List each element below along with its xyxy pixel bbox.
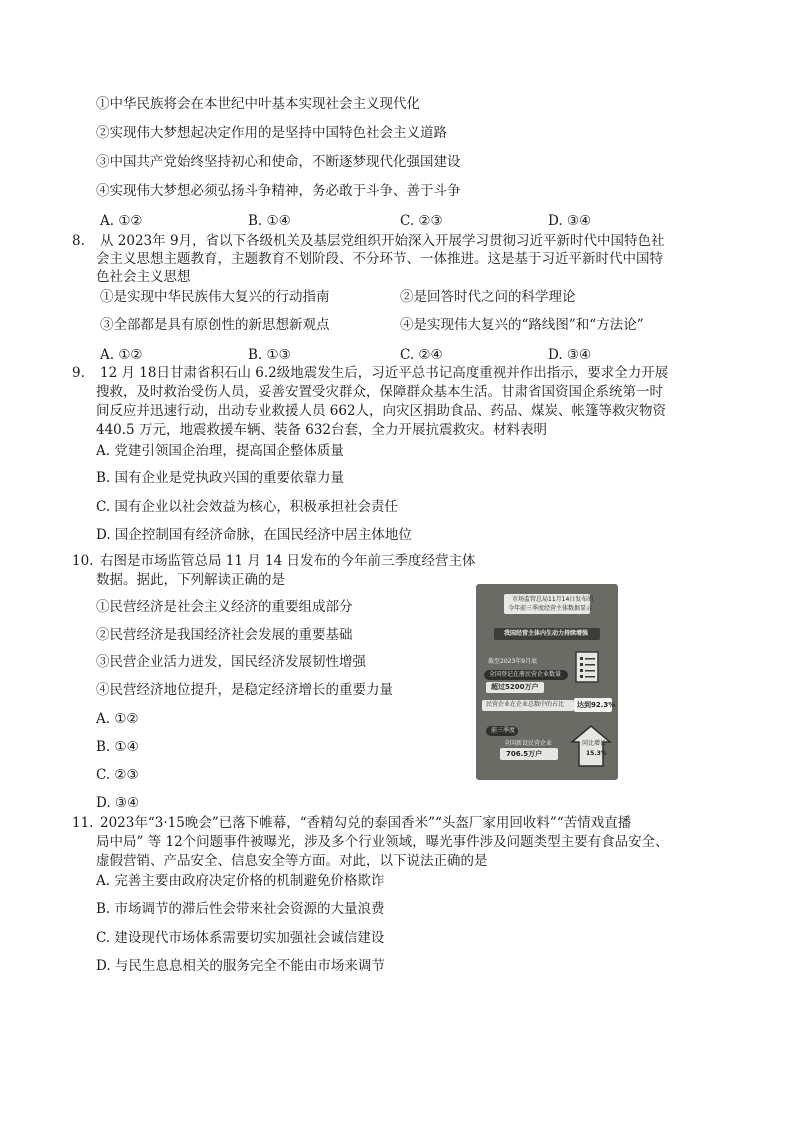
- q8-stem-line-3: 色社会主义思想: [96, 269, 191, 285]
- share-value-box: [574, 698, 616, 712]
- q9-stem-line-2: 搜救，及时救治受伤人员，妥善安置受灾群众，保障群众基本生活。甘肃省国资国企系统第一时: [96, 384, 663, 400]
- q10-option-1: ①民营经济是社会主义经济的重要组成部分: [96, 599, 353, 615]
- q7-option-4: ④实现伟大梦想必须弘扬斗争精神，务必敢于斗争、善于斗争: [96, 183, 461, 199]
- q9-stem-line-3: 间反应并迅速行动，出动专业救援人员 662人，向灾区捐助食品、药品、煤炭、帐篷等救灾物资: [96, 403, 667, 419]
- infographic-banner: [494, 628, 600, 640]
- new-enterprises-label: 全国新设民营企业: [504, 740, 553, 747]
- q11-choice-c: C. 建设现代市场体系需要切实加强社会诚信建设: [96, 930, 385, 946]
- q3-label-pill: [486, 726, 518, 736]
- q10-number: 10.: [72, 553, 94, 569]
- infographic-title-box: [504, 594, 594, 614]
- q7-choice-b: B. ①④: [248, 213, 291, 229]
- infographic-banner-text: 我国经营主体内生动力持续增强: [504, 630, 589, 637]
- q9-number: 9.: [72, 365, 85, 381]
- q8-stem-line-1: 从 2023年 9月，省以下各级机关及基层党组织开始深入开展学习贯彻习近平新时代中国特色社: [100, 233, 665, 249]
- q11-stem-line-2: 局中局” 等 12个问题事件被曝光，涉及多个行业领域，曝光事件涉及问题类型主要有食品安全、: [96, 834, 669, 850]
- q11-choice-d: D. 与民生息息相关的服务完全不能由市场来调节: [96, 958, 385, 974]
- q9-choice-a: A. 党建引领国企治理，提高国企整体质量: [96, 443, 344, 459]
- q10-choice-c: C. ②③: [96, 767, 139, 783]
- q10-choice-d: D. ③④: [96, 795, 140, 811]
- q11-stem-line-3: 虚假营销、产品安全、信息安全等方面。对此，以下说法正确的是: [96, 853, 488, 869]
- growth-label: 同比增长: [582, 740, 607, 747]
- infographic-as-of: 截至2023年9月底: [488, 658, 538, 665]
- q8-choice-c: C. ②④: [400, 347, 443, 363]
- q7-option-3: ③中国共产党始终坚持初心和使命，不断逐梦现代化强国建设: [96, 154, 461, 170]
- q9-stem-line-4: 440.5 万元，地震救援车辆、装备 632台套，全力开展抗震救灾。材料表明: [96, 422, 547, 438]
- q10-option-3: ③民营企业活力迸发，国民经济发展韧性增强: [96, 654, 366, 670]
- q9-choice-b: B. 国有企业是党执政兴国的重要依靠力量: [96, 470, 345, 486]
- q10-choice-a: A. ①②: [96, 711, 139, 727]
- q11-number: 11.: [72, 815, 94, 831]
- q7-choice-a: A. ①②: [100, 213, 143, 229]
- q3-label: 前三季度: [491, 727, 516, 734]
- q8-choice-a: A. ①②: [100, 347, 143, 363]
- new-enterprises-value-box: [500, 748, 558, 760]
- growth-value: 15.3%: [586, 750, 607, 757]
- q7-option-1: ①中华民族将会在本世纪中叶基本实现社会主义现代化: [96, 96, 420, 112]
- q9-stem-line-1: 12 月 18日甘肃省积石山 6.2级地震发生后，习近平总书记高度重视并作出指示，要求全力开展: [100, 365, 669, 381]
- infographic-title-line-2: 今年前三季度经营主体数据显示: [508, 605, 593, 612]
- registered-value-box: [486, 682, 544, 693]
- q7-choice-d: D. ③④: [548, 213, 592, 229]
- infographic-title-line-1: 市场监管总局11月14日发布的: [512, 596, 594, 603]
- q8-option-2: ②是回答时代之问的科学理论: [400, 289, 576, 305]
- registered-label-pill: [484, 670, 568, 680]
- q11-stem-line-1: 2023年“3·15晚会”已落下帷幕，“香精勾兑的泰国香米”“头盔厂家用回收料”“苦情戏直播: [100, 815, 632, 831]
- q9-choice-c: C. 国有企业以社会效益为核心，积极承担社会责任: [96, 499, 398, 515]
- market-entity-infographic: [476, 584, 618, 780]
- registered-value: 超过5200万户: [491, 683, 539, 691]
- share-value: 达到92.3%: [577, 701, 616, 709]
- q9-choice-d: D. 国企控制国有经济命脉，在国民经济中居主体地位: [96, 527, 412, 543]
- q10-stem-line-2: 数据。据此，下列解读正确的是: [96, 572, 285, 588]
- q10-stem-line-1: 右图是市场监管总局 11 月 14 日发布的今年前三季度经营主体: [100, 553, 476, 569]
- q8-option-4: ④是实现伟大复兴的“路线图”和“方法论”: [400, 317, 644, 333]
- q11-choice-b: B. 市场调节的滞后性会带来社会资源的大量浪费: [96, 901, 385, 917]
- q10-option-2: ②民营经济是我国经济社会发展的重要基础: [96, 627, 353, 643]
- share-label: 民营企业在企业总数中的占比: [486, 701, 565, 708]
- q8-option-1: ①是实现中华民族伟大复兴的行动指南: [100, 289, 330, 305]
- q10-choice-b: B. ①④: [96, 739, 139, 755]
- q10-option-4: ④民营经济地位提升，是稳定经济增长的重要力量: [96, 682, 393, 698]
- registered-label: 全国登记在册民营企业数量: [489, 671, 562, 678]
- new-enterprises-value: 706.5万户: [506, 750, 543, 758]
- q7-choice-c: C. ②③: [400, 213, 443, 229]
- q8-choice-d: D. ③④: [548, 347, 592, 363]
- document-list-icon: [574, 650, 602, 684]
- q11-choice-a: A. 完善主要由政府决定价格的机制避免价格欺诈: [96, 873, 385, 889]
- q8-stem-line-2: 会主义思想主题教育，主题教育不划阶段、不分环节、一体推进。这是基于习近平新时代中国特: [96, 251, 663, 267]
- q8-option-3: ③全部都是具有原创性的新思想新观点: [100, 317, 330, 333]
- q7-option-2: ②实现伟大梦想起决定作用的是坚持中国特色社会主义道路: [96, 125, 447, 141]
- share-label-box: [482, 700, 574, 711]
- q8-choice-b: B. ①③: [248, 347, 291, 363]
- q8-number: 8.: [72, 233, 85, 249]
